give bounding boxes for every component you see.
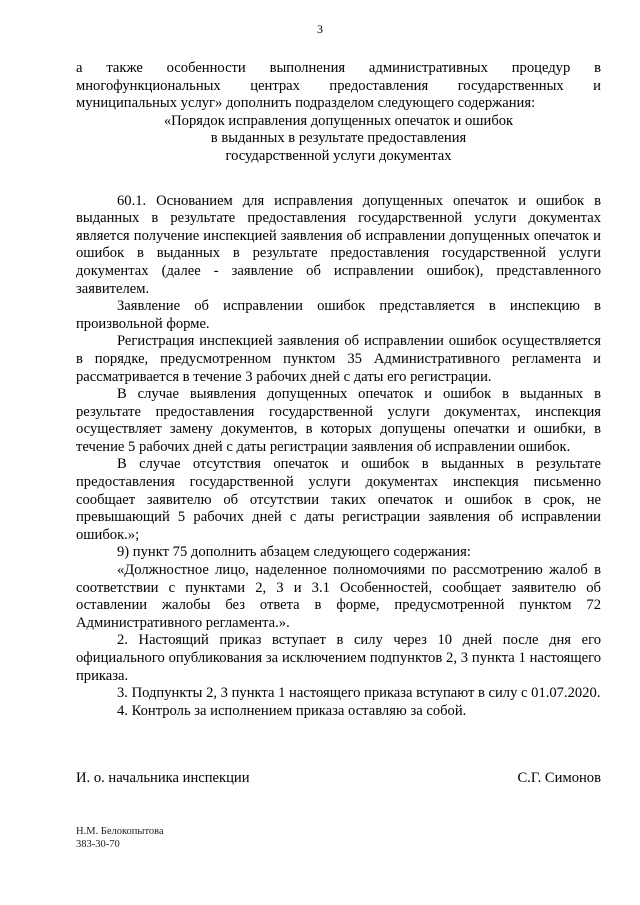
- executor-block: [76, 825, 164, 851]
- paragraph-60-1: 60.1. Основанием для исправления допущенных опечаток и ошибок в выданных в результате предоставления государственной услуги документах является получение инспекцией заявления об исправлении допущенных опечаток и ошибок в выданных в результате предоставления государственной услуги документах (далее - заявление об исправлении ошибок), представленного заявителем.: [76, 192, 601, 297]
- paragraph-application-form: Заявление об исправлении ошибок представляется в инспекцию в произвольной форме.: [76, 298, 601, 332]
- executor-name: Н.М. Белокопытова: [76, 826, 164, 837]
- paragraph-intro: а также особенности выполнения административных процедур в многофункциональных центрах предоставления государственных и муниципальных услуг» дополнить подразделом следующего содержания:: [76, 60, 601, 112]
- signature-block: [76, 770, 601, 787]
- subsection-title-line-2: в выданных в результате предоставления: [210, 130, 467, 147]
- document-body: [76, 60, 601, 720]
- spacer: [76, 166, 601, 193]
- page-number: 3: [317, 22, 323, 36]
- subsection-title-line-1: «Порядок исправления допущенных опечаток и ошибок: [163, 112, 514, 129]
- paragraph-errors-found: В случае выявления допущенных опечаток и ошибок в выданных в результате предоставления государственной услуги документах, инспекция осуществляет замену документов, в которых допущены опечатки и ошибки, в течение 5 рабочих дней с даты регистрации заявления об исправлении ошибок.: [76, 386, 601, 455]
- paragraph-item-4: 4. Контроль за исполнением приказа оставляю за собой.: [117, 702, 467, 719]
- paragraph-item-2: 2. Настоящий приказ вступает в силу через 10 дней после дня его официального опубликования за исключением подпунктов 2, 3 пункта 1 настоящего приказа.: [76, 632, 601, 684]
- paragraph-item-3: 3. Подпункты 2, 3 пункта 1 настоящего приказа вступают в силу с 01.07.2020.: [117, 685, 601, 702]
- paragraph-item-9: 9) пункт 75 дополнить абзацем следующего содержания:: [117, 544, 471, 561]
- paragraph-registration: Регистрация инспекцией заявления об исправлении ошибок осуществляется в порядке, предусмотренном пунктом 35 Административного регламента и рассматривается в течение 3 рабочих дней с даты его регистрации.: [76, 333, 601, 385]
- subsection-title-line-3: государственной услуги документах: [225, 147, 452, 164]
- paragraph-quote-official: «Должностное лицо, наделенное полномочиями по рассмотрению жалоб в соответствии с пунктами 2, 3 и 3.1 Особенностей, сообщает заявителю об оставлении жалобы без ответа в форме, предусмотренной пунктом 72 Административного регламента.».: [76, 562, 601, 631]
- executor-phone: 383-30-70: [76, 839, 120, 850]
- signatory-position: И. о. начальника инспекции: [76, 770, 250, 786]
- paragraph-no-errors: В случае отсутствия опечаток и ошибок в выданных в результате предоставления государственной услуги документах инспекция письменно сообщает заявителю об отсутствии таких опечаток и ошибок в срок, не превышающий 5 рабочих дней с даты регистрации заявления об исправлении ошибок.»;: [76, 456, 601, 543]
- signatory-name: С.Г. Симонов: [517, 770, 601, 786]
